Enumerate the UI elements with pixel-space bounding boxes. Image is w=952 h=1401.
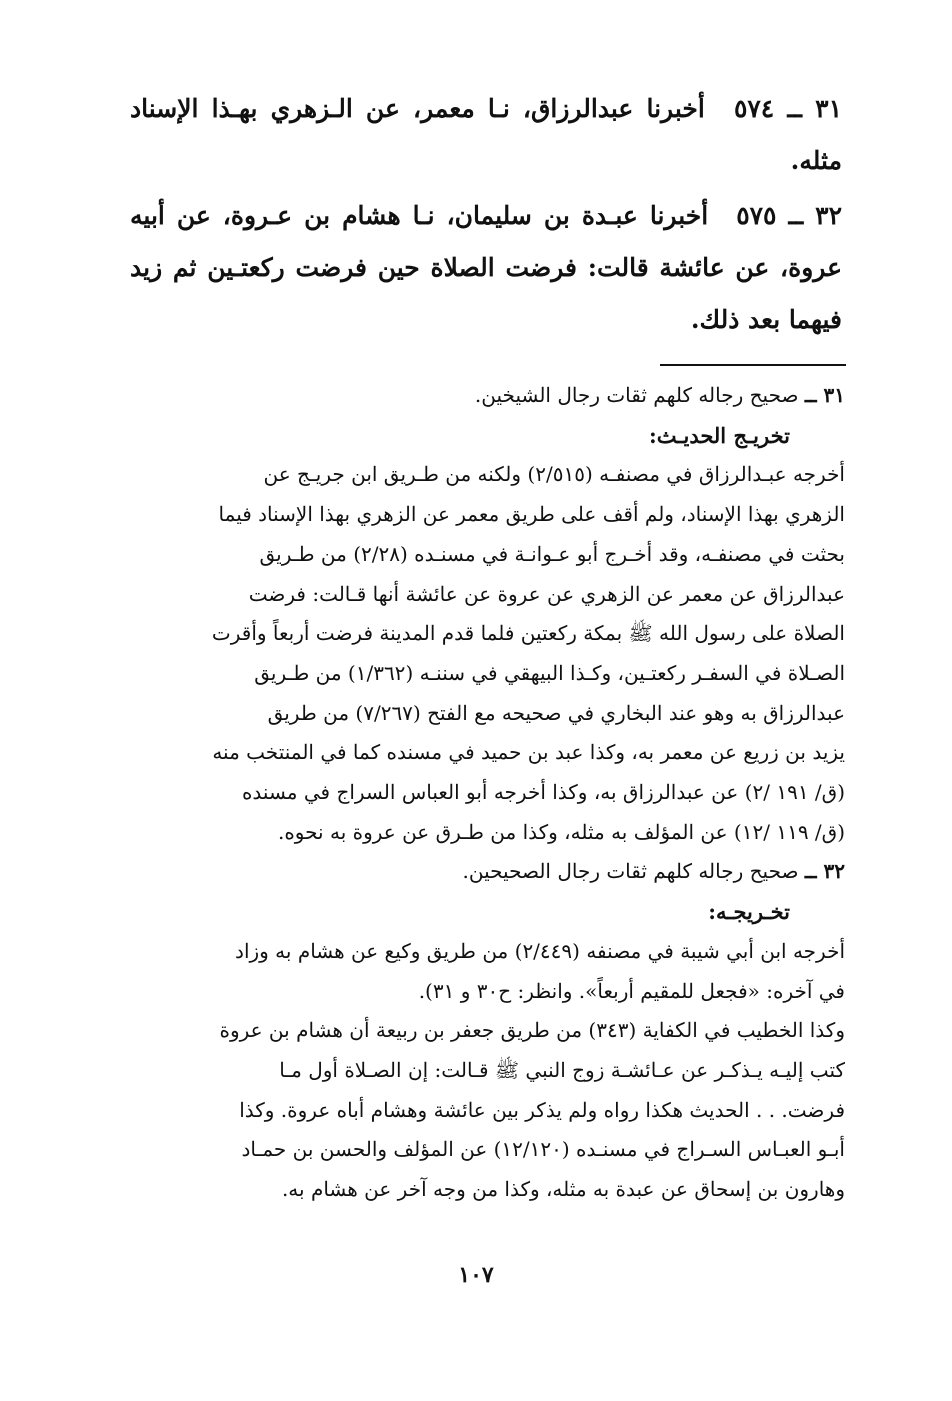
footnotes	[140, 376, 845, 1210]
note-line: (ق/ ١١٩ /١٢) عن المؤلف به مثله، وكذا من طـرق عن عروة به نحوه.	[277, 819, 845, 844]
note-line: الزهري بهذا الإسناد، ولم أقف على طريق معمر عن الزهري بهذا الإسناد فيما	[218, 502, 845, 527]
page-number: ١٠٧	[458, 1262, 494, 1288]
note-line: أخرجه ابن أبي شيبة في مصنفه (٢/٤٤٩) من طريق وكيع عن هشام به وزاد	[235, 938, 845, 963]
note-line: في آخره: «فجعل للمقيم أربعاً». وانظر: ح٣٠ و ٣١).	[418, 978, 845, 1003]
note-31-number: ٣١ ــ	[804, 383, 845, 407]
note-line: كتب إليـه يـذكـر عن عـائشـة زوج النبي ﷺ قـالت: إن الصـلاة أول مـا	[279, 1057, 845, 1082]
note-line: الصلاة على رسول الله ﷺ بمكة ركعتين فلما قدم المدينة فرضت أربعاً وأقرت	[211, 621, 845, 646]
note-line: عبدالرزاق عن معمر عن الزهري عن عروة عن عائشة أنها قـالت: فرضت	[248, 581, 845, 606]
footnote-divider	[660, 364, 846, 366]
note-32-number: ٣٢ ــ	[804, 859, 845, 884]
note-32-first-line	[140, 852, 845, 892]
note-line: وكذا الخطيب في الكفاية (٣٤٣) من طريق جعفر بن ربيعة أن هشام بن عروة	[219, 1018, 845, 1043]
note-31-first-line	[140, 376, 845, 416]
hadith-575	[130, 190, 842, 346]
note-31-grading: صحيح رجاله كلهم ثقات رجال الشيخين.	[474, 383, 799, 407]
note-line: بحثت في مصنفـه، وقد أخـرج أبو عـوانـة في مسنـده (٢/٢٨) من طـريق	[259, 541, 845, 566]
hadith-text: أخبرنا عبـدة بن سليمان، نـا هشام بن عـروة، عن أبيه عروة، عن عائشة قالت: فرضت الصلاة حين فرضت ركعتـين ثم زيد فيهما بعد ذلك.	[130, 201, 842, 334]
hadith-number: ٣١ ــ ٥٧٤	[733, 94, 842, 123]
note-32-grading: صحيح رجاله كلهم ثقات رجال الصحيحين.	[462, 859, 799, 884]
note-line: عبدالرزاق به وهو عند البخاري في صحيحه مع الفتح (٧/٢٦٧) من طريق	[267, 700, 845, 725]
note-line: يزيد بن زريع عن معمر به، وكذا عبد بن حميد في مسنده كما في المنتخب منه	[212, 740, 845, 765]
note-31-subheading: تخريـج الحديـث:	[648, 422, 790, 448]
note-line: (ق/ ١٩١ /٢) عن عبدالرزاق به، وكذا أخرجه أبو العباس السراج في مسنده	[241, 780, 845, 805]
note-line: أخرجه عبـدالرزاق في مصنفـه (٢/٥١٥) ولكنه من طـريق ابن جريـج عن	[263, 462, 845, 487]
note-line: وهارون بن إسحاق عن عبدة به مثله، وكذا من وجه آخر عن هشام به.	[281, 1177, 845, 1202]
note-line: الصـلاة في السفـر ركعتـين، وكـذا البيهقي في سننـه (١/٣٦٢) من طـريق	[254, 660, 845, 685]
hadith-paragraph	[130, 190, 842, 346]
note-line: فرضت. . . الحديث هكذا رواه ولم يذكر بين عائشة وهشام أباه عروة. وكذا	[239, 1097, 845, 1122]
hadith-number: ٣٢ ــ ٥٧٥	[736, 201, 843, 230]
hadith-574	[130, 83, 842, 187]
hadith-text: أخبرنا عبدالرزاق، نـا معمر، عن الـزهري بهـذا الإسناد مثله.	[130, 94, 842, 175]
hadith-paragraph	[130, 83, 842, 187]
note-line: أبـو العبـاس السـراج في مسنـده (١٢/١٢٠) عن المؤلف والحسن بن حمـاد	[241, 1137, 845, 1162]
note-32-subheading: تخـريجـه:	[708, 899, 790, 925]
